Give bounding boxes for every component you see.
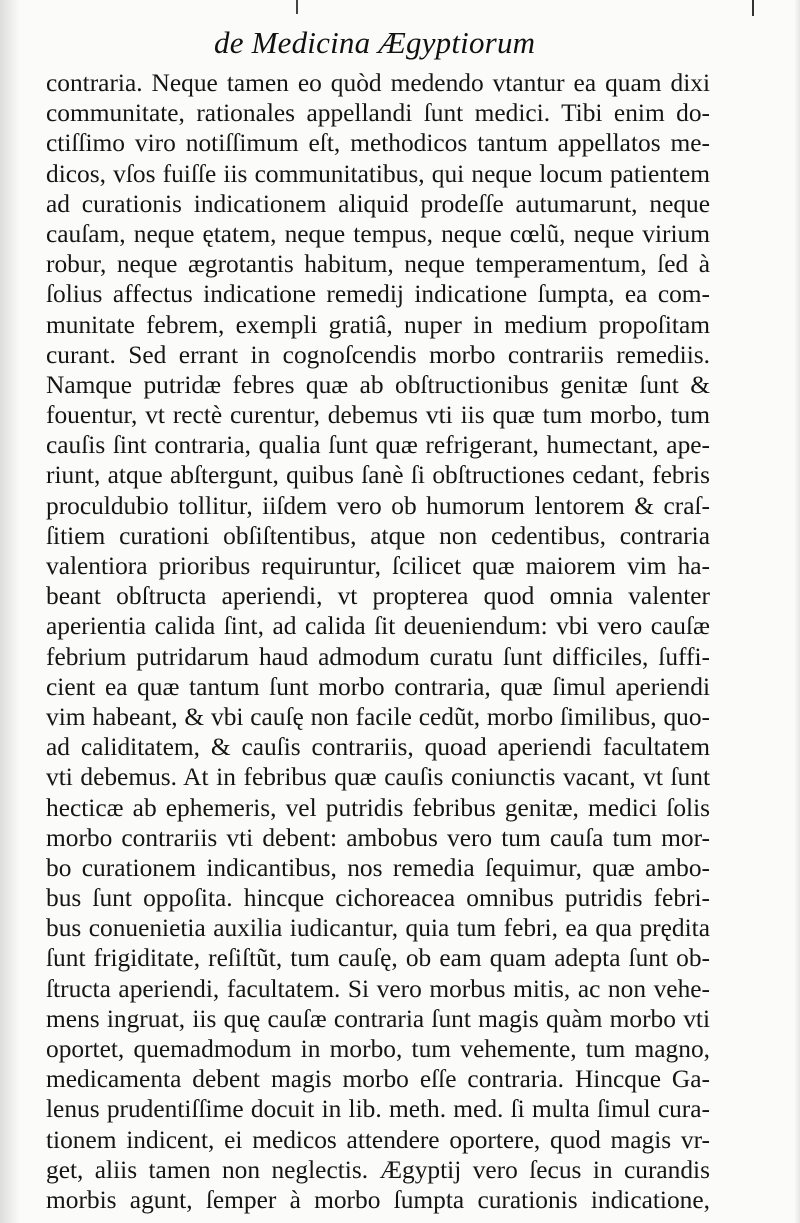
text-line: vti debemus. At in febribus quæ cauſis coniunctis vacant, vt ſunt [46, 763, 710, 792]
text-line: ſunt frigiditate, reſiſtũt, tum cauſę, ob eam quam adepta ſunt ob- [46, 944, 710, 973]
text-line: Namque putridæ febres quæ ab obſtructionibus genitæ ſunt & [46, 370, 710, 399]
text-line: proculdubio tollitur, iiſdem vero ob humorum lentorem & craſ- [46, 491, 710, 520]
text-line: munitate febrem, exempli gratiâ, nuper in medium propoſitam [46, 310, 710, 339]
text-line: ſtructa aperiendi, facultatem. Si vero morbus mitis, ac non vehe- [46, 974, 710, 1003]
text-line: febrium putridarum haud admodum curatu ſunt difficiles, ſuffi- [46, 642, 710, 671]
body-text [46, 68, 710, 1215]
text-line: ſolius affectus indicatione remedij indicatione ſumpta, ea com- [46, 280, 710, 309]
text-line: morbis agunt, ſemper à morbo ſumpta curationis indicatione, [46, 1185, 710, 1214]
running-head: de Medicina Ægyptiorum [214, 25, 536, 60]
text-line: beant obſtructa aperiendi, vt propterea quod omnia valenter [46, 582, 710, 611]
text-line: riunt, atque abſtergunt, quibus ſanè ſi obſtructiones cedant, febris [46, 461, 710, 490]
scan-artifact-mark [752, 0, 754, 16]
text-line: bo curationem indicantibus, nos remedia ſequimur, quæ ambo- [46, 853, 710, 882]
text-line: curant. Sed errant in cognoſcendis morbo contrariis remediis. [46, 340, 710, 369]
text-line: ad caliditatem, & cauſis contrariis, quoad aperiendi facultatem [46, 733, 710, 762]
page-edge-shadow [794, 0, 800, 1223]
text-line: lenus prudentiſſime docuit in lib. meth. med. ſi multa ſimul cura- [46, 1095, 710, 1124]
text-line: vim habeant, & vbi cauſę non facile cedũt, morbo ſimilibus, quo- [46, 702, 710, 731]
text-line: bus ſunt oppoſita. hincque cichoreacea omnibus putridis febri- [46, 884, 710, 913]
text-line: get, aliis tamen non neglectis. Ægyptij vero ſecus in curandis [46, 1155, 710, 1184]
text-line: cient ea quæ tantum ſunt morbo contraria, quæ ſimul aperiendi [46, 672, 710, 701]
text-line: contraria. Neque tamen eo quòd medendo vtantur ea quam dixi [46, 69, 710, 97]
text-line: ad curationis indicationem aliquid prodeſſe autumarunt, neque [46, 189, 710, 218]
text-line: medicamenta debent magis morbo eſſe contraria. Hincque Ga- [46, 1065, 710, 1094]
page-gutter-shadow [0, 0, 20, 1223]
text-line: valentiora prioribus requiruntur, ſcilicet quæ maiorem vim ha- [46, 552, 710, 580]
text-line: hecticæ ab ephemeris, vel putridis febribus genitæ, medici ſolis [46, 793, 710, 822]
text-line: ctiſſimo viro notiſſimum eſt, methodicos tantum appellatos me- [46, 129, 710, 158]
text-line: cauſis ſint contraria, qualia ſunt quæ refrigerant, humectant, ape- [46, 431, 710, 460]
text-line: aperientia calida ſint, ad calida ſit deueniendum: vbi vero cauſæ [46, 612, 710, 641]
scan-artifact-mark [296, 0, 298, 14]
text-line: ſitiem curationi obſiſtentibus, atque non cedentibus, contraria [46, 521, 710, 550]
text-line: tionem indicent, ei medicos attendere oportere, quod magis vr- [46, 1125, 710, 1154]
text-line: morbo contrariis vti debent: ambobus vero tum cauſa tum mor- [46, 823, 710, 852]
text-line: cauſam, neque ętatem, neque tempus, neque cœlũ, neque virium [46, 219, 710, 248]
text-line: mens ingruat, iis quę cauſæ contraria ſunt magis quàm morbo vti [46, 1004, 710, 1033]
text-line: communitate, rationales appellandi ſunt medici. Tibi enim do- [46, 99, 710, 128]
text-line: oportet, quemadmodum in morbo, tum vehemente, tum magno, [46, 1035, 710, 1063]
text-line: bus conuenietia auxilia iudicantur, quia tum febri, ea qua prędita [46, 914, 710, 943]
text-line: dicos, vſos fuiſſe iis communitatibus, qui neque locum patientem [46, 159, 710, 188]
text-line: robur, neque ægrotantis habitum, neque temperamentum, ſed à [46, 250, 710, 279]
text-line: fouentur, vt rectè curentur, debemus vti iis quæ tum morbo, tum [46, 401, 710, 430]
